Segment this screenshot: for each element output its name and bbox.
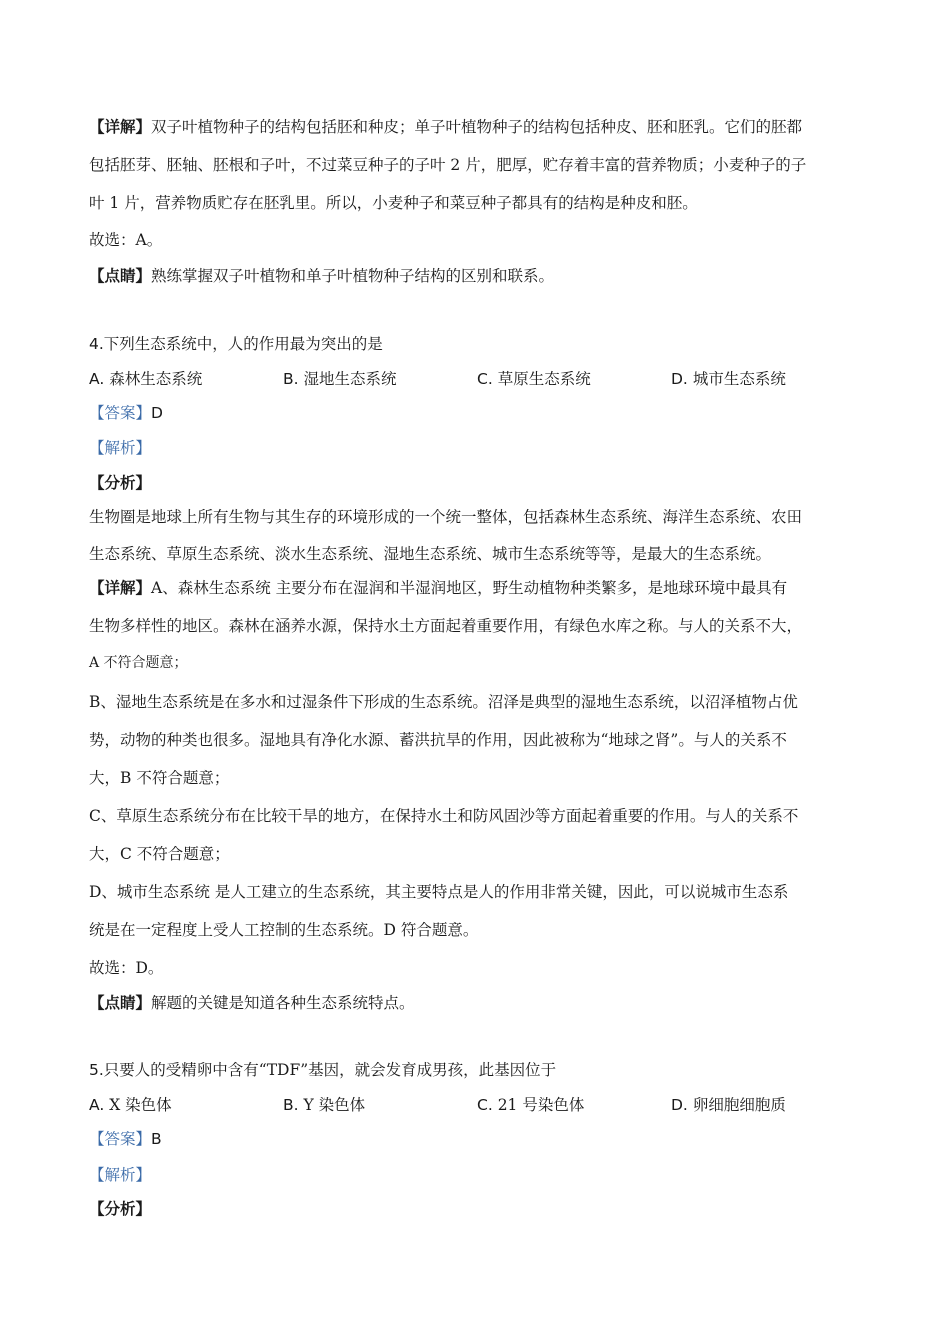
q3-tip-tag: 【点睛】 [89, 266, 152, 285]
q4-number: 4. [89, 335, 104, 353]
q4-fenxi-line-2: 生态系统、草原生态系统、淡水生态系统、湿地生态系统、城市生态系统等等，是最大的生态系统。 [89, 545, 772, 563]
q4-detail-line-9: D、城市生态系统 是人工建立的生态系统，其主要特点是人的作用非常关键，因此，可以说城市生态系 [89, 883, 789, 901]
q4-detail-line-3: A 不符合题意； [89, 655, 188, 671]
q4-option-a: A. 森林生态系统 [89, 370, 203, 388]
q4-fenxi-tag: 【分析】 [89, 473, 152, 492]
q4-detail-line-8: 大，C 不符合题意； [89, 845, 230, 863]
q4-option-b: B. 湿地生态系统 [283, 370, 397, 388]
q4-detail-line-4: B、湿地生态系统是在多水和过湿条件下形成的生态系统。沼泽是典型的湿地生态系统，以沼泽植物占优 [89, 693, 798, 711]
q3-detail-line-2: 包括胚芽、胚轴、胚根和子叶，不过菜豆种子的子叶 2 片，肥厚，贮存着丰富的营养物质；小麦种子的子 [89, 156, 807, 174]
q4-tip-tag: 【点睛】 [89, 993, 152, 1012]
q4-option-c: C. 草原生态系统 [477, 370, 591, 388]
q3-detail-line-3: 叶 1 片，营养物质贮存在胚乳里。所以，小麦种子和菜豆种子都具有的结构是种皮和胚。 [89, 194, 698, 212]
q3-detail-line-1: 【详解】双子叶植物种子的结构包括胚和种皮；单子叶植物种子的结构包括种皮、胚和胚乳。它们的胚都 [89, 117, 803, 136]
q5-option-c: C. 21 号染色体 [477, 1096, 585, 1114]
q5-number: 5. [89, 1061, 104, 1079]
q4-answer: 【答案】D [89, 404, 163, 422]
q3-choose: 故选：A。 [89, 231, 163, 249]
q4-detail-line-10: 统是在一定程度上受人工控制的生态系统。D 符合题意。 [89, 921, 479, 939]
q5-option-d: D. 卵细胞细胞质 [671, 1096, 786, 1114]
q4-detail-line-6: 大，B 不符合题意； [89, 769, 230, 787]
q5-answer-tag: 【答案】 [89, 1130, 152, 1148]
q4-detail-line-5: 势，动物的种类也很多。湿地具有净化水源、蓄洪抗旱的作用，因此被称为“地球之肾”。与人的关系不 [89, 731, 787, 749]
q4-detail-line-7: C、草原生态系统分布在比较干旱的地方，在保持水土和防风固沙等方面起着重要的作用。与人的关系不 [89, 807, 799, 825]
q3-detail-tag: 【详解】 [89, 117, 152, 136]
q4-answer-tag: 【答案】 [89, 404, 152, 422]
q4-detail-tag: 【详解】 [89, 578, 152, 597]
q5-stem: 5.只要人的受精卵中含有“TDF”基因，就会发育成男孩，此基因位于 [89, 1061, 557, 1079]
q5-fenxi-tag: 【分析】 [89, 1199, 152, 1218]
q5-option-b: B. Y 染色体 [283, 1096, 366, 1114]
q3-tip: 【点睛】熟练掌握双子叶植物和单子叶植物种子结构的区别和联系。 [89, 266, 555, 285]
q4-tip: 【点睛】解题的关键是知道各种生态系统特点。 [89, 993, 415, 1012]
q5-option-a: A. X 染色体 [89, 1096, 172, 1114]
q5-analysis-tag: 【解析】 [89, 1166, 152, 1184]
q4-choose: 故选：D。 [89, 959, 164, 977]
q4-stem: 4.下列生态系统中，人的作用最为突出的是 [89, 335, 383, 353]
q4-fenxi-line-1: 生物圈是地球上所有生物与其生存的环境形成的一个统一整体，包括森林生态系统、海洋生态系统、农田 [89, 508, 803, 526]
q4-option-d: D. 城市生态系统 [671, 370, 786, 388]
q5-answer: 【答案】B [89, 1130, 162, 1148]
q4-detail-line-2: 生物多样性的地区。森林在涵养水源，保持水土方面起着重要作用，有绿色水库之称。与人的关系不大， [89, 617, 803, 635]
q4-detail-line-1: 【详解】A、森林生态系统 主要分布在湿润和半湿润地区，野生动植物种类繁多，是地球环境中最具有 [89, 578, 788, 597]
q4-analysis-tag: 【解析】 [89, 439, 152, 457]
